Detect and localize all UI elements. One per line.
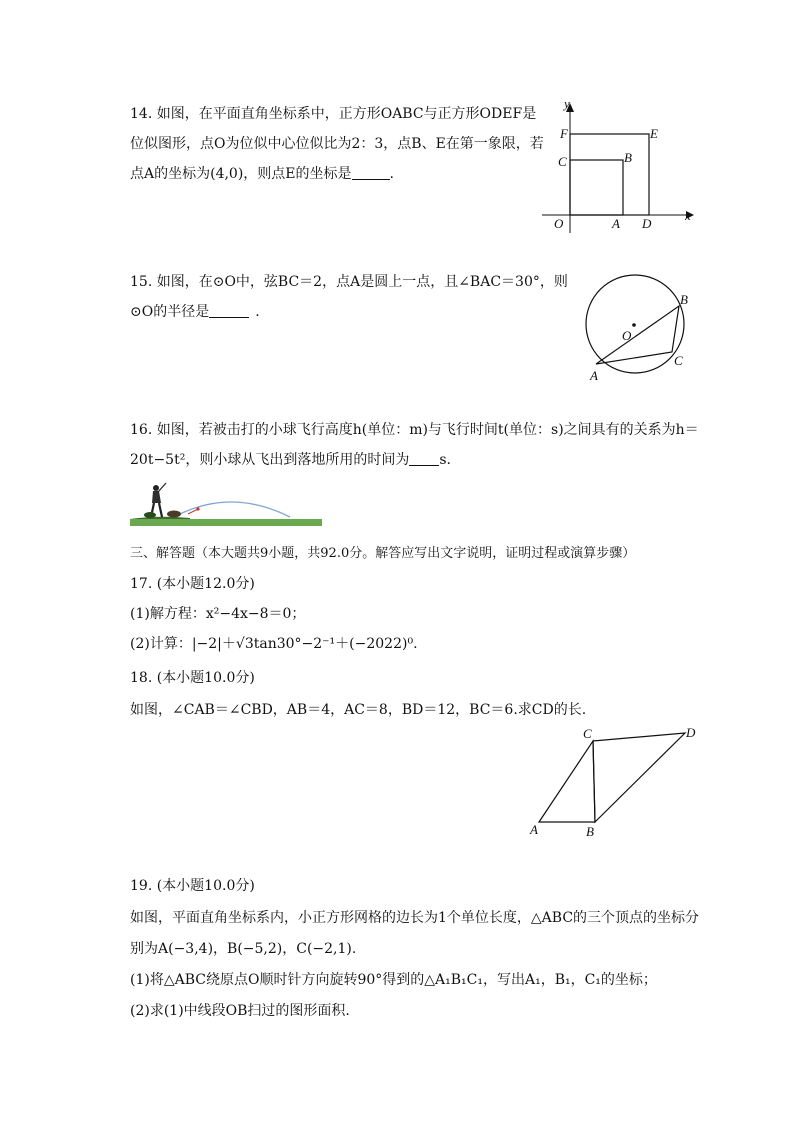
triangle-abc — [539, 741, 595, 822]
label-c: C — [583, 726, 592, 741]
q16-line-2-end: s. — [439, 452, 451, 468]
triangle-abc — [596, 306, 679, 364]
answer-blank — [352, 165, 390, 180]
q14-figure — [538, 98, 698, 238]
label-f: F — [560, 126, 568, 141]
q19-part-1: (1)将△ABC绕原点O顺时针方向旋转90°得到的△A₁B₁C₁，写出A₁，B₁，C₁的坐标； — [130, 972, 657, 988]
q18-text: 如图，∠CAB＝∠CBD，AB＝4，AC＝8，BD＝12，BC＝6.求CD的长. — [130, 702, 587, 718]
q18-figure — [526, 722, 706, 842]
q14-line-2: 位似图形，点O为位似中心位似比为2：3，点B、E在第一象限，若 — [130, 136, 544, 152]
label-a: A — [590, 368, 598, 383]
q19-text-1: 如图，平面直角坐标系内，小正方形网格的边长为1个单位长度，△ABC的三个顶点的坐标分 — [130, 910, 700, 926]
label-y: y — [564, 96, 570, 111]
label-b: B — [586, 824, 594, 839]
label-o: O — [554, 216, 564, 231]
answer-blank — [209, 303, 249, 318]
label-a: A — [530, 822, 538, 837]
q19-part-2: (2)求(1)中线段OB扫过的图形面积. — [130, 1003, 350, 1019]
grass-patch — [130, 517, 190, 519]
triangle-cbd — [593, 733, 685, 822]
q15-line-2-text: ⊙O的半径是 — [130, 304, 210, 320]
q19-text-2: 别为A(−3,4)，B(−5,2)，C(−2,1). — [130, 941, 357, 957]
q16-line-2-text: 20t−5t²，则小球从飞出到落地所用的时间为 — [130, 452, 410, 468]
q15-line-2 — [130, 302, 260, 322]
bush — [144, 512, 156, 518]
q14-line-1: 14. 如图，在平面直角坐标系中，正方形OABC与正方形ODEF是 — [130, 106, 537, 122]
q15-line-2-end: . — [255, 304, 260, 320]
label-d: D — [642, 216, 652, 231]
label-c: C — [674, 353, 683, 368]
answer-blank — [409, 451, 439, 466]
q16-line-2 — [130, 450, 451, 470]
q15-figure — [576, 272, 706, 384]
q17-part-2: (2)计算：|−2|＋√3tan30°−2⁻¹＋(−2022)⁰. — [130, 636, 418, 652]
ground — [130, 519, 322, 526]
golf-illustration — [130, 481, 322, 529]
label-c: C — [558, 154, 567, 169]
q17-part-1: (1)解方程：x²−4x−8＝0； — [130, 606, 306, 622]
square-odef — [570, 134, 649, 215]
label-o: O — [622, 328, 632, 343]
q18-head: 18. (本小题10.0分) — [130, 670, 255, 686]
label-b: B — [624, 150, 632, 165]
q17-head: 17. (本小题12.0分) — [130, 576, 255, 592]
bush — [167, 511, 181, 518]
label-e: E — [650, 126, 658, 141]
q14-line-3-text: 点A的坐标为(4,0)，则点E的坐标是 — [130, 166, 352, 182]
q14-line-3-end: . — [389, 166, 394, 182]
q19-head: 19. (本小题10.0分) — [130, 878, 255, 894]
label-a: A — [612, 216, 620, 231]
square-oabc — [570, 160, 623, 215]
q14-line-3 — [130, 164, 394, 184]
q15-line-1: 15. 如图，在⊙O中，弦BC＝2，点A是圆上一点，且∠BAC＝30°，则 — [130, 274, 568, 290]
label-b: B — [680, 292, 688, 307]
ball-trajectory — [174, 502, 290, 517]
center-dot — [632, 323, 636, 327]
label-x: x — [685, 208, 691, 223]
label-d: D — [686, 725, 696, 740]
section-heading: 三、解答题（本大题共9小题，共92.0分。解答应写出文字说明，证明过程或演算步骤） — [130, 546, 636, 561]
golfer-icon — [151, 483, 166, 517]
q16-line-1: 16. 如图，若被击打的小球飞行高度h(单位：m)与飞行时间t(单位：s)之间具有的关系为h＝ — [130, 422, 699, 438]
